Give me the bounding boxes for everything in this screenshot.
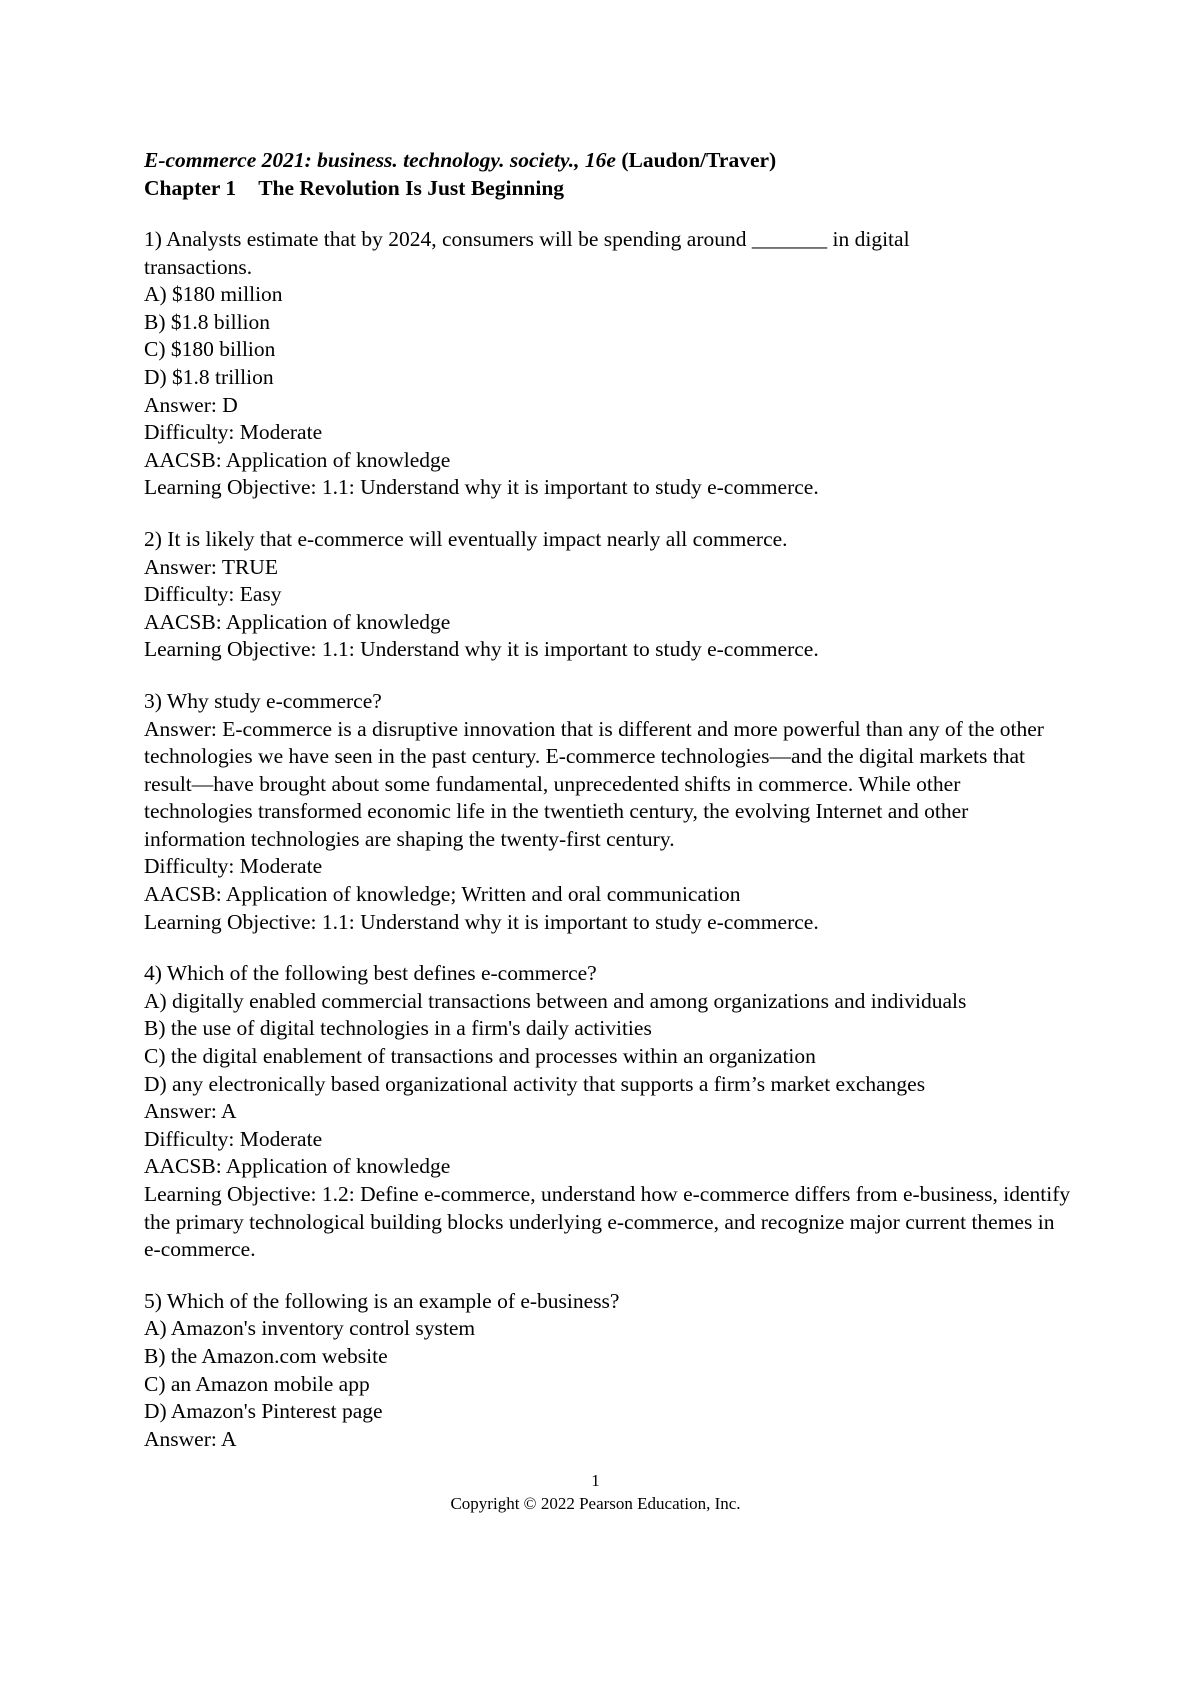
- answer-option: D) Amazon's Pinterest page: [144, 1399, 383, 1424]
- question-2: [144, 526, 1074, 664]
- chapter-title: The Revolution Is Just Beginning: [258, 176, 565, 200]
- book-authors: (Laudon/Traver): [615, 148, 777, 172]
- answer-option: C) an Amazon mobile app: [144, 1371, 370, 1396]
- learning-objective-line: Learning Objective: 1.1: Understand why it is important to study e-commerce.: [144, 475, 819, 500]
- difficulty-line: Difficulty: Moderate: [144, 420, 323, 445]
- question-line: 5) Which of the following is an example of e-business?: [144, 1288, 620, 1313]
- question-3: [144, 688, 1074, 936]
- answer-paragraph: Answer: E-commerce is a disruptive innovation that is different and more powerful than any of the other technologies we have seen in the past century. E-commerce technologies—and the digital markets that result—have brought about some fundamental, unprecedented shifts in commerce. While other technologies transformed economic life in the twentieth century, the evolving Internet and other information technologies are shaping the twenty-first century.: [144, 716, 1044, 851]
- learning-objective-line: Learning Objective: 1.1: Understand why it is important to study e-commerce.: [144, 909, 819, 934]
- question-1: [144, 226, 1074, 502]
- learning-objective-paragraph: Learning Objective: 1.2: Define e-commerce, understand how e-commerce differs from e-business, identify the primary technological building blocks underlying e-commerce, and recognize major current themes in e-commerce.: [144, 1182, 1071, 1262]
- answer-option: A) digitally enabled commercial transactions between and among organizations and individuals: [144, 988, 967, 1013]
- answer-option: A) $180 million: [144, 282, 283, 307]
- aacsb-line: AACSB: Application of knowledge; Written and oral communication: [144, 882, 741, 907]
- chapter-heading: [144, 174, 1074, 202]
- answer-option: B) $1.8 billion: [144, 309, 271, 334]
- answer-option: C) the digital enablement of transactions and processes within an organization: [144, 1044, 816, 1069]
- copyright-notice: Copyright © 2022 Pearson Education, Inc.: [450, 1494, 741, 1513]
- answer-option: B) the Amazon.com website: [144, 1343, 388, 1368]
- book-title-line: [144, 146, 1074, 174]
- question-5: [144, 1288, 1074, 1454]
- difficulty-line: Difficulty: Moderate: [144, 854, 323, 879]
- question-line: 2) It is likely that e-commerce will eventually impact nearly all commerce.: [144, 526, 788, 551]
- aacsb-line: AACSB: Application of knowledge: [144, 609, 451, 634]
- question-line: transactions.: [144, 254, 253, 279]
- aacsb-line: AACSB: Application of knowledge: [144, 1154, 451, 1179]
- answer-option: B) the use of digital technologies in a firm's daily activities: [144, 1016, 652, 1041]
- answer-option: C) $180 billion: [144, 337, 276, 362]
- page-number: 1: [591, 1471, 600, 1490]
- difficulty-line: Difficulty: Moderate: [144, 1126, 323, 1151]
- book-title: E-commerce 2021: business. technology. society., 16e: [144, 148, 616, 172]
- chapter-label: Chapter 1: [144, 176, 237, 200]
- question-line: 1) Analysts estimate that by 2024, consumers will be spending around _______ in digital: [144, 227, 910, 251]
- aacsb-line: AACSB: Application of knowledge: [144, 447, 451, 472]
- answer-option: D) any electronically based organizational activity that supports a firm’s market exchanges: [144, 1071, 926, 1096]
- difficulty-line: Difficulty: Easy: [144, 582, 282, 607]
- question-4: [144, 960, 1074, 1264]
- question-line: 4) Which of the following best defines e-commerce?: [144, 961, 597, 986]
- answer-option: A) Amazon's inventory control system: [144, 1316, 476, 1341]
- answer-option: D) $1.8 trillion: [144, 364, 274, 389]
- answer-line: Answer: D: [144, 392, 238, 417]
- answer-line: Answer: TRUE: [144, 554, 278, 579]
- question-line: 3) Why study e-commerce?: [144, 688, 382, 713]
- answer-line: Answer: A: [144, 1426, 237, 1451]
- answer-line: Answer: A: [144, 1099, 237, 1124]
- learning-objective-line: Learning Objective: 1.1: Understand why it is important to study e-commerce.: [144, 637, 819, 662]
- document-page: [144, 146, 1074, 1453]
